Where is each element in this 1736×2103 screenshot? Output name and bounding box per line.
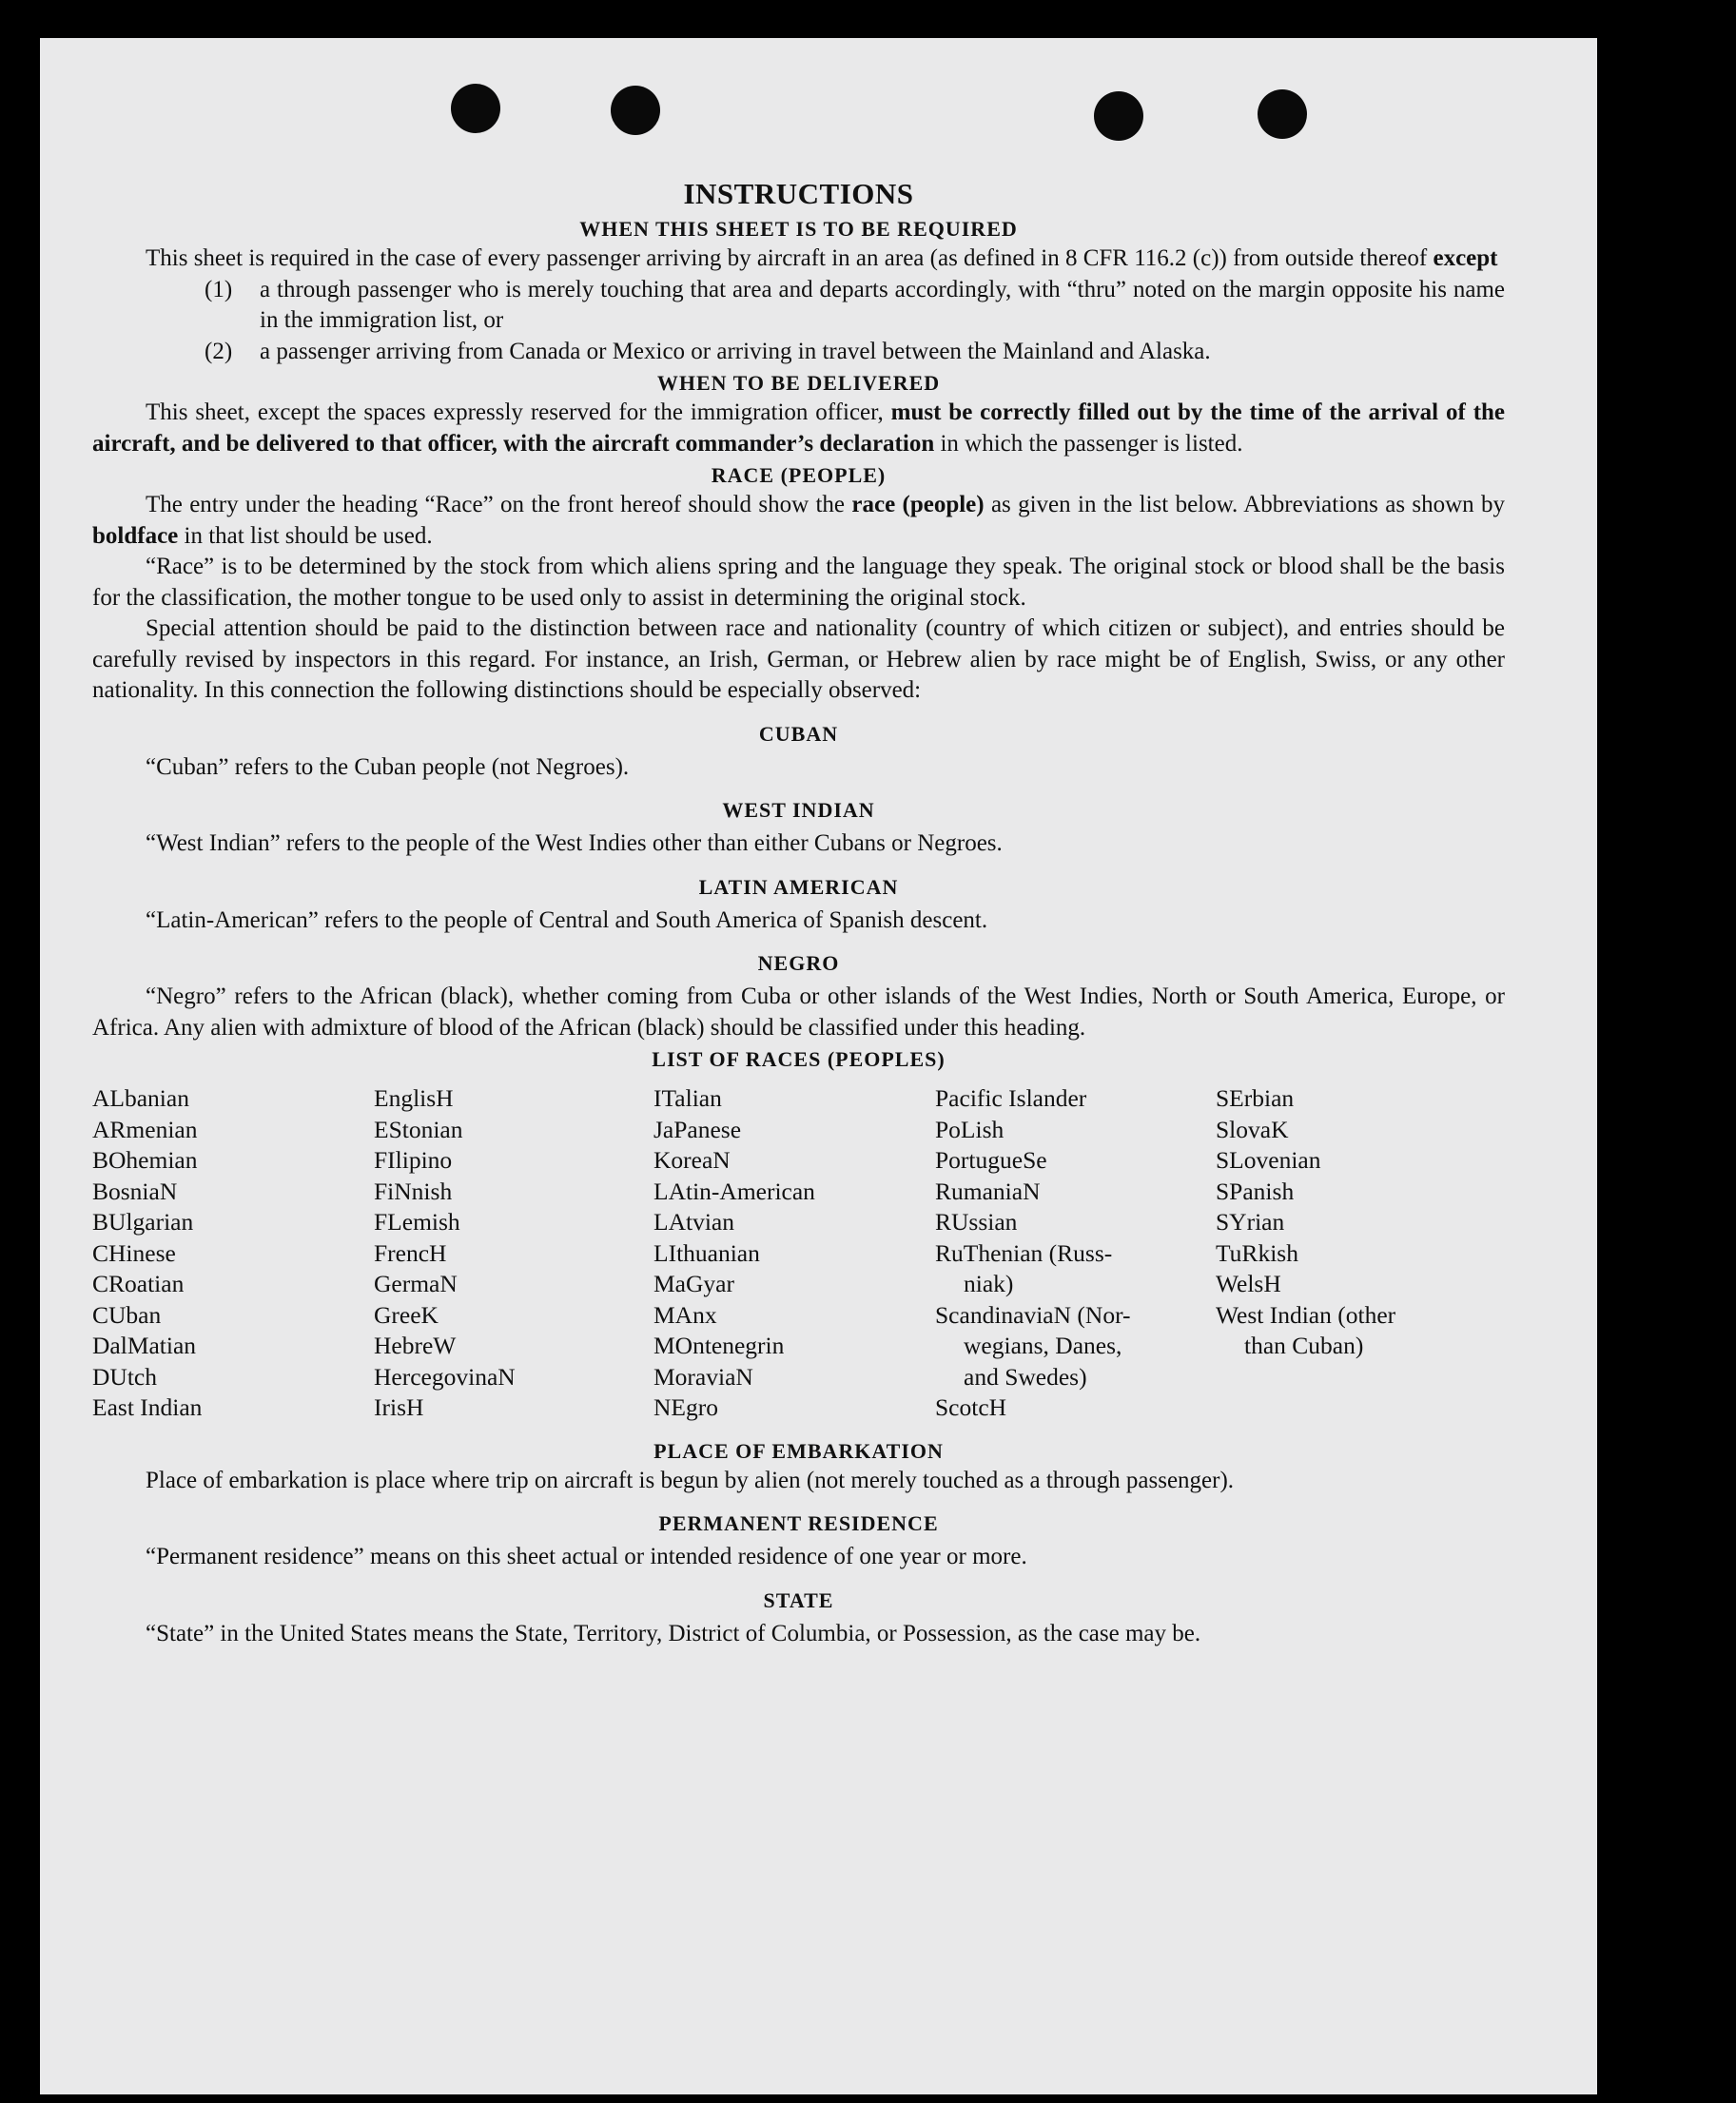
race-entry: FLemish	[374, 1208, 460, 1236]
west-indian-text: “West Indian” refers to the people of the West Indies other than either Cubans or Negroes.	[146, 830, 1003, 856]
punch-hole	[451, 84, 500, 133]
races-column	[935, 1083, 1216, 1424]
negro-text: “Negro” refers to the African (black), whether coming from Cuba or other islands of the West Indies, North or South America, Europe, or Africa. Any alien with admixture of blood of the African (black) should be classified under this heading.	[92, 983, 1505, 1041]
race-entry: FiNnish	[374, 1177, 453, 1205]
heading-permanent-residence: PERMANENT RESIDENCE	[658, 1511, 939, 1535]
race-entry: TuRkish	[1216, 1238, 1298, 1267]
race-entry: GermaN	[374, 1270, 458, 1297]
race-entry: than Cuban)	[1244, 1332, 1364, 1359]
exception-item: (1) a through passenger who is merely touching that area and departs accordingly, with “thru” noted on the margin opposite his name in the immigration list, or	[205, 276, 1505, 333]
race-paragraph: The entry under the heading “Race” on the front hereof should show the race (people) as given in the list below. Abbreviations as shown by boldface in that list should be used.	[92, 492, 1506, 549]
heading-race: RACE (PEOPLE)	[711, 463, 887, 487]
race-entry: FIlipino	[374, 1146, 453, 1174]
embarkation-text: Place of embarkation is place where trip on aircraft is begun by alien (not merely touched as a through passenger).	[146, 1467, 1235, 1493]
heading-state: STATE	[763, 1587, 834, 1612]
race-entry: NEgro	[653, 1393, 718, 1421]
race-entry: RumaniaN	[935, 1177, 1041, 1205]
race-entry: West Indian (other	[1216, 1300, 1396, 1329]
heading-west-indian: WEST INDIAN	[722, 798, 875, 822]
instructions-text	[92, 171, 1505, 1649]
heading-when-required: WHEN THIS SHEET IS TO BE REQUIRED	[579, 217, 1018, 241]
race-entry: HercegovinaN	[374, 1362, 516, 1391]
races-column	[92, 1083, 374, 1424]
race-entry: GreeK	[374, 1300, 439, 1329]
heading-cuban: CUBAN	[758, 721, 839, 746]
required-intro: This sheet is required in the case of every passenger arriving by aircraft in an area (as defined in 8 CFR 116.2 (c)) from outside thereof except	[146, 245, 1498, 271]
race-entry: wegians, Danes,	[964, 1332, 1122, 1359]
races-column	[653, 1083, 935, 1424]
race-entry: ScandinaviaN (Nor-	[935, 1300, 1131, 1329]
race-entry: MoraviaN	[653, 1362, 753, 1391]
race-entry: LAtin-American	[653, 1177, 815, 1205]
delivered-text: This sheet, except the spaces expressly reserved for the immigration officer, must be correctly filled out by the time of the arrival of the aircraft, and be delivered to that officer, with the aircraft commander’s declaration in which the passenger is listed.	[92, 399, 1506, 457]
race-entry: KoreaN	[653, 1146, 731, 1174]
race-entry: BOhemian	[92, 1146, 198, 1174]
latin-american-text: “Latin-American” refers to the people of Central and South America of Spanish descent.	[146, 906, 988, 933]
race-entry: DUtch	[92, 1362, 157, 1391]
race-entry: HebreW	[374, 1332, 457, 1359]
punch-hole	[1258, 89, 1307, 139]
race-entry: ALbanian	[92, 1084, 189, 1112]
race-entry: ScotcH	[935, 1393, 1007, 1421]
race-entry: CHinese	[92, 1238, 176, 1267]
races-column	[1216, 1083, 1501, 1424]
race-entry: RuThenian (Russ-	[935, 1238, 1113, 1267]
race-entry: LAtvian	[653, 1208, 734, 1236]
race-entry: RUssian	[935, 1208, 1018, 1236]
race-entry: East Indian	[92, 1393, 203, 1421]
races-table	[92, 1083, 1505, 1424]
race-entry: BosniaN	[92, 1177, 178, 1205]
race-entry: MaGyar	[653, 1270, 734, 1297]
state-text: “State” in the United States means the State, Territory, District of Columbia, or Possession, as the case may be.	[146, 1620, 1201, 1646]
punch-hole	[1094, 91, 1143, 141]
heading-embarkation: PLACE OF EMBARKATION	[653, 1438, 944, 1463]
race-entry: CRoatian	[92, 1270, 185, 1297]
race-entry: and Swedes)	[964, 1362, 1087, 1391]
heading-when-delivered: WHEN TO BE DELIVERED	[656, 371, 941, 395]
race-entry: ARmenian	[92, 1115, 198, 1143]
race-entry: SPanish	[1216, 1177, 1295, 1205]
race-entry: MOntenegrin	[653, 1332, 785, 1359]
race-entry: WelsH	[1216, 1270, 1281, 1297]
heading-negro: NEGRO	[757, 951, 840, 975]
exception-item: (2) a passenger arriving from Canada or Mexico or arriving in travel between the Mainland and Alaska.	[205, 338, 1211, 364]
race-entry: BUlgarian	[92, 1208, 194, 1236]
race-entry: ITalian	[653, 1084, 722, 1112]
race-paragraph: Special attention should be paid to the distinction between race and nationality (country of which citizen or subject), and entries should be carefully revised by inspectors in this regard. For instance, an Irish, German, or Hebrew alien by race might be of English, Swiss, or any other nationality. In this connection the following distinctions should be especially observed:	[92, 615, 1505, 703]
race-entry: SYrian	[1216, 1208, 1285, 1236]
race-entry: EStonian	[374, 1115, 463, 1143]
race-entry: Pacific Islander	[935, 1084, 1087, 1112]
race-entry: IrisH	[374, 1393, 424, 1421]
race-entry: PortugueSe	[935, 1146, 1047, 1174]
heading-list-of-races: LIST OF RACES (PEOPLES)	[652, 1047, 946, 1071]
race-entry: DalMatian	[92, 1332, 197, 1359]
heading-latin-american: LATIN AMERICAN	[698, 874, 899, 899]
document-page	[40, 38, 1597, 2094]
cuban-text: “Cuban” refers to the Cuban people (not Negroes).	[146, 753, 630, 780]
race-paragraph: “Race” is to be determined by the stock from which aliens spring and the language they speak. The original stock or blood shall be the basis for the classification, the mother tongue to be used only to assist in determining the original stock.	[92, 554, 1505, 611]
race-entry: EnglisH	[374, 1084, 454, 1112]
race-entry: CUban	[92, 1300, 162, 1329]
race-entry: SErbian	[1216, 1084, 1295, 1112]
race-entry: SLovenian	[1216, 1146, 1321, 1174]
race-entry: MAnx	[653, 1300, 717, 1329]
residence-text: “Permanent residence” means on this sheet actual or intended residence of one year or more.	[146, 1544, 1027, 1569]
page-title: INSTRUCTIONS	[683, 177, 914, 210]
race-entry: LIthuanian	[653, 1238, 760, 1267]
race-entry: PoLish	[935, 1115, 1005, 1143]
race-entry: FrencH	[374, 1238, 447, 1267]
punch-hole	[611, 86, 660, 135]
race-entry: JaPanese	[653, 1115, 742, 1143]
race-entry: SlovaK	[1216, 1115, 1289, 1143]
races-column	[374, 1083, 653, 1424]
race-entry: niak)	[964, 1270, 1014, 1297]
